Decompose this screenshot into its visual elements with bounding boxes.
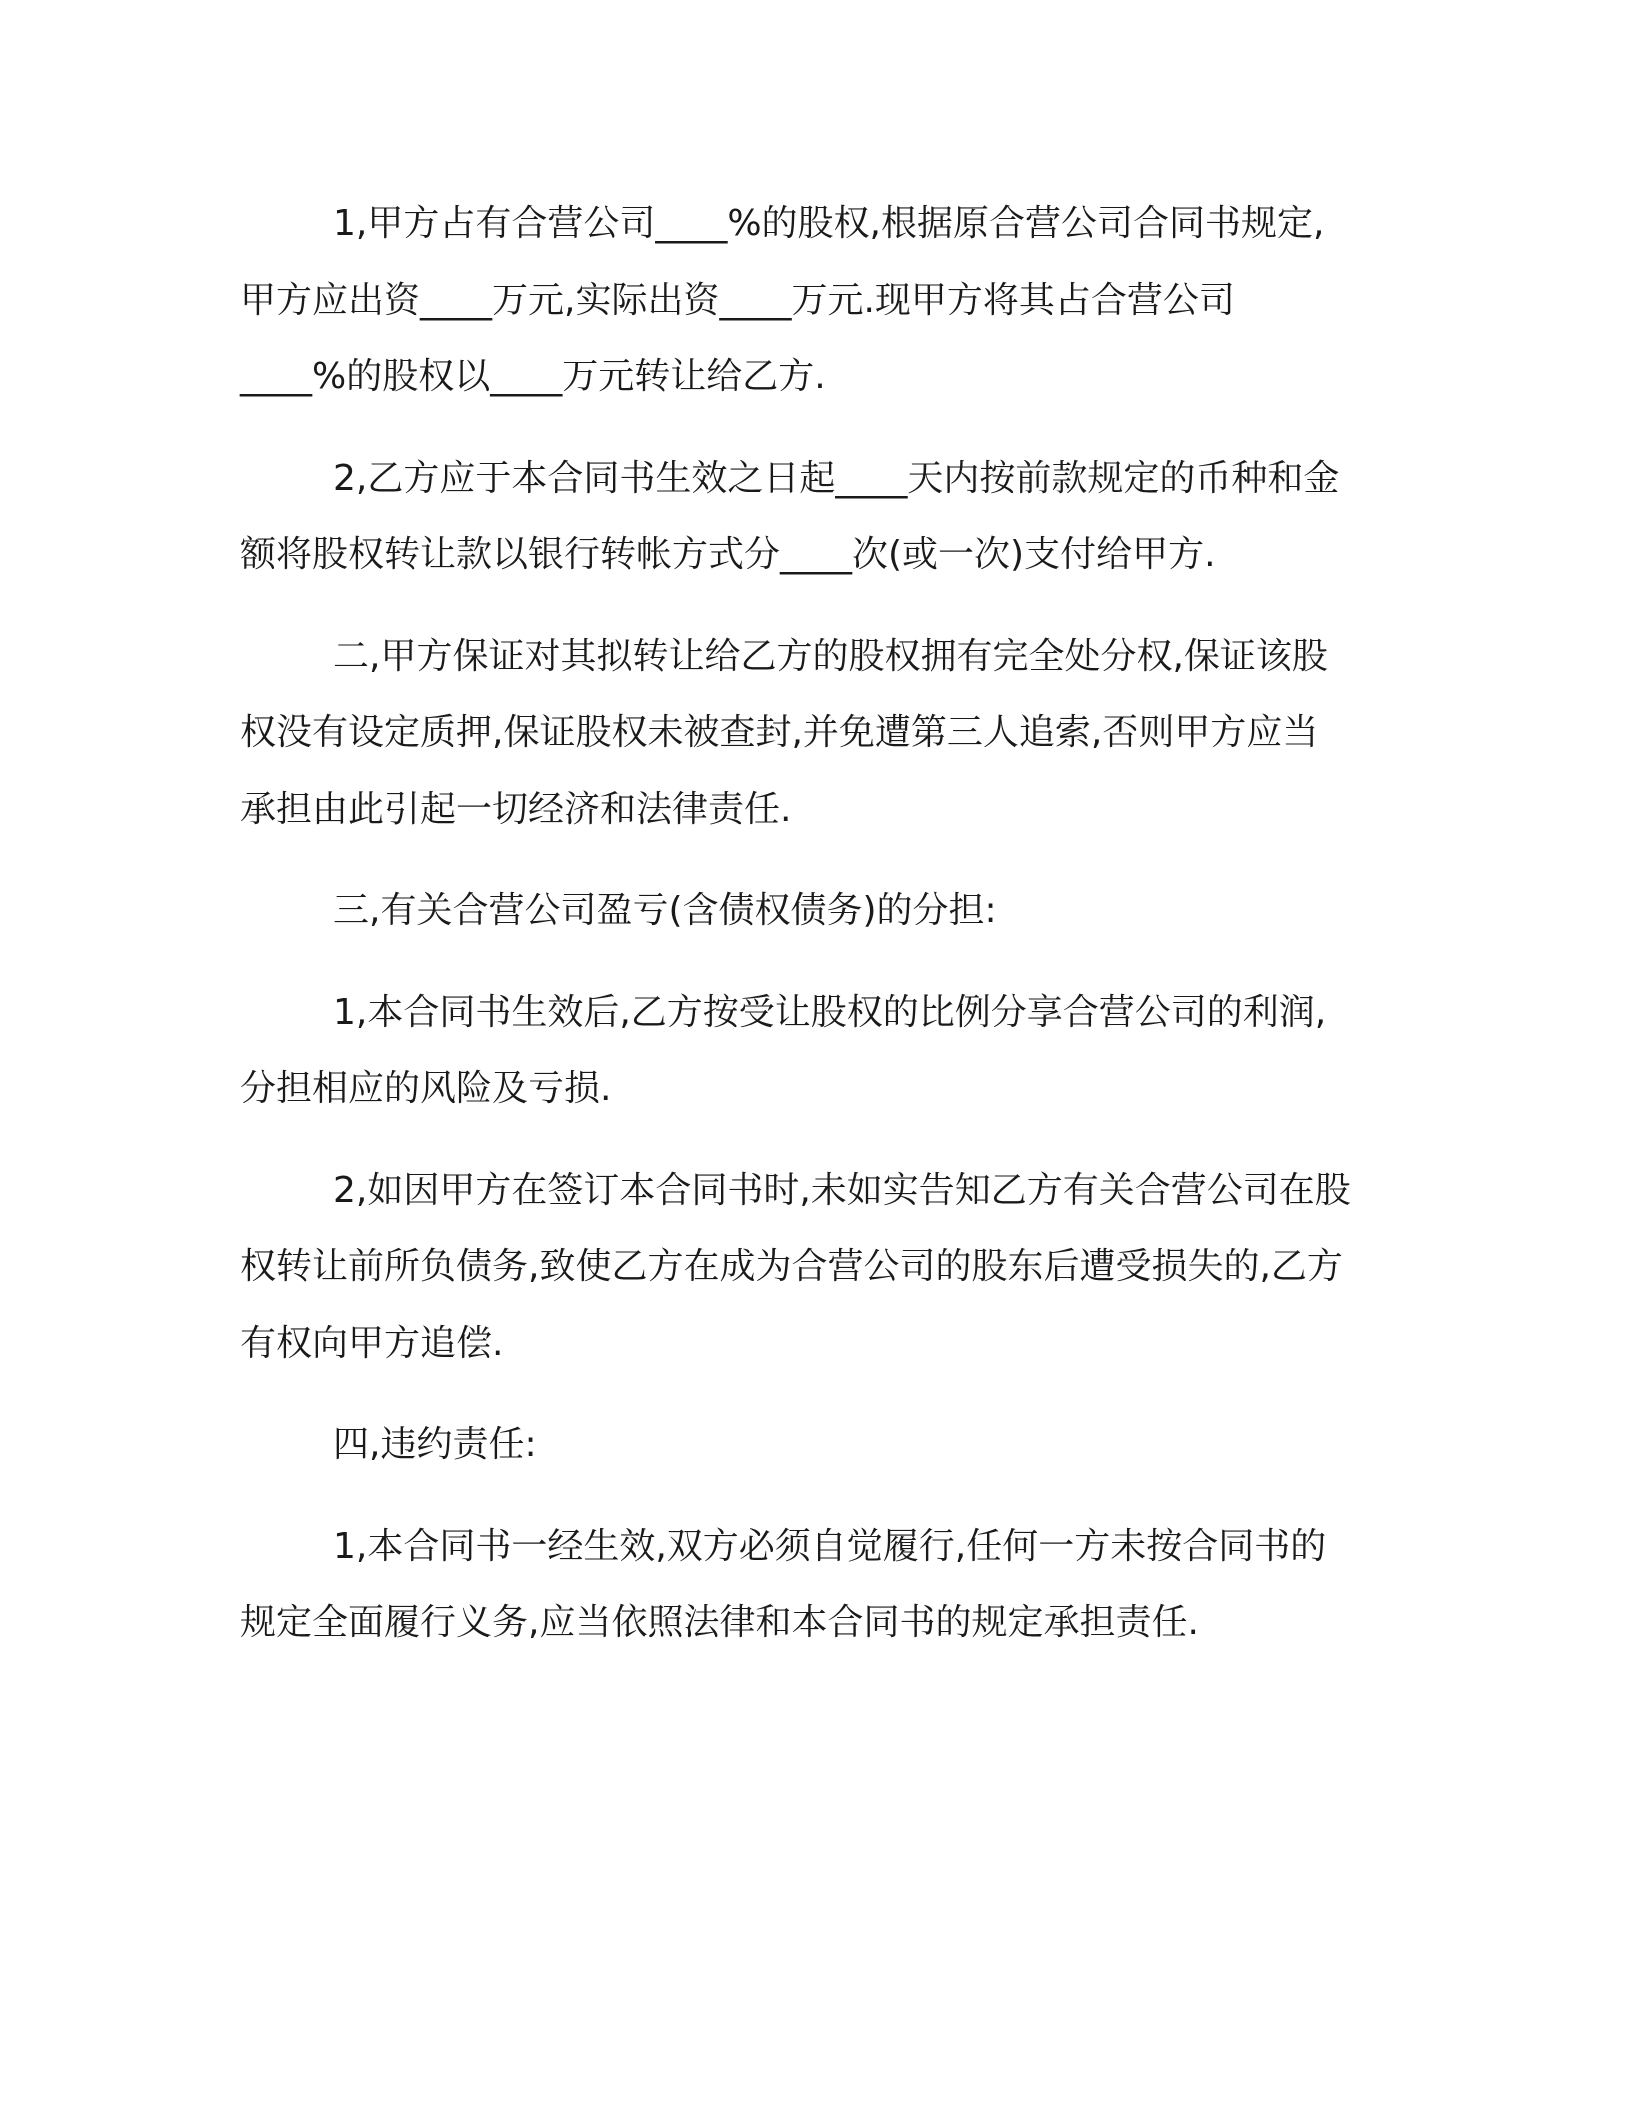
text-line: 二,甲方保证对其拟转让给乙方的股权拥有完全处分权,保证该股 <box>333 635 1328 677</box>
document-body <box>240 186 1400 1687</box>
section-heading-profit-loss <box>240 873 1400 950</box>
paragraph-breach-liability <box>240 1509 1400 1662</box>
text-line: 甲方应出资____万元,实际出资____万元.现甲方将其占合营公司 <box>240 279 1235 321</box>
text-line: 1,甲方占有合营公司____%的股权,根据原合营公司合同书规定, <box>333 203 1325 244</box>
paragraph-profit-sharing <box>240 975 1400 1128</box>
paragraph-payment-terms <box>240 441 1400 594</box>
text-line: 额将股权转让款以银行转帐方式分____次(或一次)支付给甲方. <box>240 534 1216 575</box>
text-line: 三,有关合营公司盈亏(含债权债务)的分担: <box>333 890 997 931</box>
paragraph-debt-recourse <box>240 1153 1400 1383</box>
text-line: 承担由此引起一切经济和法律责任. <box>240 788 792 830</box>
paragraph-warranty <box>240 619 1400 849</box>
text-line: 1,本合同书生效后,乙方按受让股权的比例分享合营公司的利润, <box>333 991 1327 1033</box>
text-line: 2,乙方应于本合同书生效之日起____天内按前款规定的币种和金 <box>333 457 1340 499</box>
text-line: 2,如因甲方在签订本合同书时,未如实告知乙方有关合营公司在股 <box>333 1169 1351 1211</box>
section-heading-breach <box>240 1407 1400 1484</box>
text-line: 1,本合同书一经生效,双方必须自觉履行,任何一方未按合同书的 <box>333 1525 1327 1567</box>
text-line: 权没有设定质押,保证股权未被查封,并免遭第三人追索,否则甲方应当 <box>240 712 1319 753</box>
text-line: 分担相应的风险及亏损. <box>240 1068 612 1109</box>
text-line: 规定全面履行义务,应当依照法律和本合同书的规定承担责任. <box>240 1602 1199 1643</box>
paragraph-share-transfer <box>240 186 1400 416</box>
text-line: 权转让前所负债务,致使乙方在成为合营公司的股东后遭受损失的,乙方 <box>240 1246 1343 1287</box>
text-line: ____%的股权以____万元转让给乙方. <box>240 356 826 397</box>
text-line: 四,违约责任: <box>333 1424 537 1465</box>
text-line: 有权向甲方追偿. <box>240 1322 504 1364</box>
